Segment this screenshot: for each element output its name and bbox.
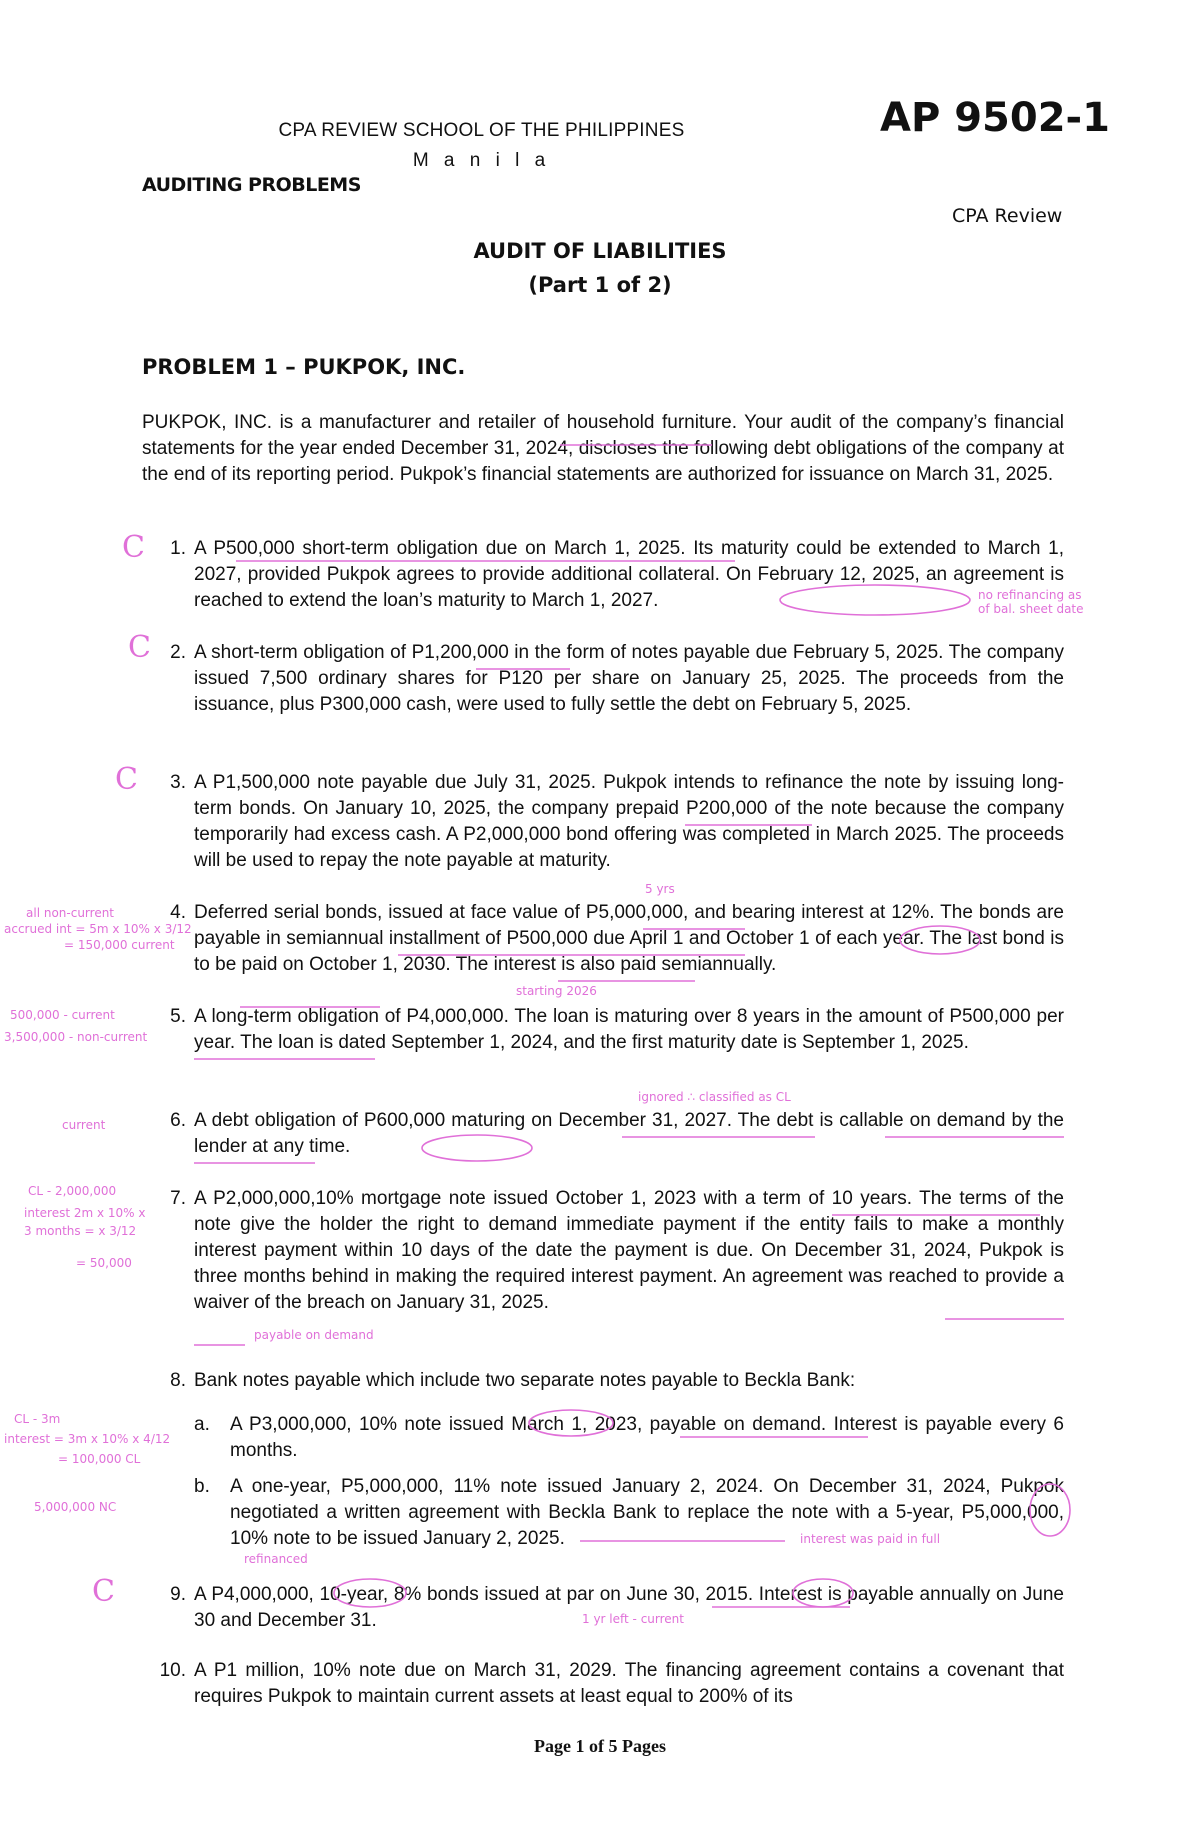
list-item	[142, 1186, 1064, 1316]
c-mark: C	[128, 630, 151, 665]
list-item	[142, 536, 1064, 614]
note-refinanced: refinanced	[244, 1552, 308, 1566]
note-item7-line1: CL - 2,000,000	[28, 1184, 117, 1198]
item-text: A long-term obligation of P4,000,000. The loan is maturing over 8 years in the amount of P500,000 per year. The loan is dated September 1, 2024, and the first maturity date is September 1, 2025.	[194, 1006, 1064, 1053]
item-number: 1.	[170, 538, 186, 559]
problem-intro: PUKPOK, INC. is a manufacturer and retailer of household furniture. Your audit of the company’s financial statements for the year ended December 31, 2024, discloses the following debt obligations of the company at the end of its reporting period. Pukpok’s financial statements are authorized for issuance on March 31, 2025.	[142, 412, 1064, 485]
sub-item-letter: a.	[194, 1414, 210, 1435]
list-item	[142, 900, 1064, 978]
note-starting: starting 2026	[516, 984, 597, 998]
list-item	[142, 640, 1064, 718]
sub-item-text: A one-year, P5,000,000, 11% note issued January 2, 2024. On December 31, 2024, Pukpok negotiated a written agreement with Beckla Bank to replace the note with a 5-year, P5,000,000, 10% note to be issued January 2, 2025.	[230, 1476, 1064, 1549]
sub-item-letter: b.	[194, 1476, 210, 1497]
note-item5-line2: 3,500,000 - non-current	[4, 1030, 148, 1044]
note-payable-on-demand: payable on demand	[254, 1328, 374, 1342]
document-code: AP 9502-1	[880, 95, 1110, 141]
item-number: 7.	[170, 1188, 186, 1209]
list-item	[142, 770, 1064, 874]
list-item	[142, 1582, 1064, 1634]
item-number: 4.	[170, 902, 186, 923]
note-item7-line3: 3 months = x 3/12	[24, 1224, 137, 1238]
sub-item-text: A P3,000,000, 10% note issued March 1, 2023, payable on demand. Interest is payable every 6 months.	[230, 1414, 1064, 1461]
note-item9: 1 yr left - current	[582, 1612, 684, 1626]
c-mark: C	[92, 1574, 115, 1609]
city: M a n i l a	[412, 150, 551, 171]
note-item7-line4: = 50,000	[76, 1256, 132, 1270]
item-number: 6.	[170, 1110, 186, 1131]
note-item7-line2: interest 2m x 10% x	[24, 1206, 146, 1220]
note-interest-paid: interest was paid in full	[800, 1532, 941, 1546]
note-item4-line1: all non-current	[26, 906, 115, 920]
item-text: A P2,000,000,10% mortgage note issued October 1, 2023 with a term of 10 years. The terms of the note give the holder the right to demand immediate payment if the entity fails to make a monthly interest payment within 10 days of the date the payment is due. On December 31, 2024, Pukpok is three months behind in making the required interest payment. An agreement was reached to provide a waiver of the breach on January 31, 2025.	[194, 1188, 1064, 1313]
item-number: 3.	[170, 772, 186, 793]
page-title	[0, 234, 1200, 302]
list-item	[142, 1108, 1064, 1160]
title-line-1: AUDIT OF LIABILITIES	[473, 239, 727, 263]
list-item	[142, 1658, 1064, 1710]
note-item8-line4: 5,000,000 NC	[34, 1500, 117, 1514]
item-number: 2.	[170, 642, 186, 663]
title-line-2: (Part 1 of 2)	[528, 273, 672, 297]
page-footer: Page 1 of 5 Pages	[534, 1736, 666, 1756]
note-item5-line1: 500,000 - current	[10, 1008, 115, 1022]
list-item	[142, 1004, 1064, 1056]
note-item6-current: current	[62, 1118, 106, 1132]
subject-title: AUDITING PROBLEMS	[142, 174, 361, 196]
c-mark: C	[115, 762, 138, 797]
list-item	[142, 1368, 1064, 1394]
item-text: A P500,000 short-term obligation due on March 1, 2025. Its maturity could be extended to March 1, 2027, provided Pukpok agrees to provide additional collateral. On February 12, 2025, an agreement is reached to extend the loan’s maturity to March 1, 2027.	[194, 538, 1064, 611]
c-mark: C	[122, 530, 145, 565]
note-item6-ignored: ignored ∴ classified as CL	[638, 1090, 791, 1104]
note-five-yrs: 5 yrs	[645, 882, 675, 896]
item-number: 10.	[159, 1660, 186, 1681]
note-item8-line2: interest = 3m x 10% x 4/12	[4, 1432, 171, 1446]
note-item8-line3: = 100,000 CL	[58, 1452, 141, 1466]
item-text: A P1 million, 10% note due on March 31, 2029. The financing agreement contains a covenant that requires Pukpok to maintain current assets at least equal to 200% of its	[194, 1660, 1064, 1707]
item-number: 5.	[170, 1006, 186, 1027]
sub-item	[194, 1412, 1064, 1464]
item-text: Bank notes payable which include two separate notes payable to Beckla Bank:	[194, 1370, 856, 1391]
item-text: A debt obligation of P600,000 maturing on December 31, 2027. The debt is callable on demand by the lender at any time.	[194, 1110, 1064, 1157]
item-text: A P4,000,000, 10-year, 8% bonds issued at par on June 30, 2015. Interest is payable annually on June 30 and December 31.	[194, 1584, 1064, 1631]
item-number: 8.	[170, 1370, 186, 1391]
item-text: A P1,500,000 note payable due July 31, 2025. Pukpok intends to refinance the note by issuing long-term bonds. On January 10, 2025, the company prepaid P200,000 of the note because the company temporarily had excess cash. A P2,000,000 bond offering was completed in March 2025. The proceeds will be used to repay the note payable at maturity.	[194, 772, 1064, 871]
item-text: A short-term obligation of P1,200,000 in the form of notes payable due February 5, 2025. The company issued 7,500 ordinary shares for P120 per share on January 25, 2025. The proceeds from the issuance, plus P300,000 cash, were used to fully settle the debt on February 5, 2025.	[194, 642, 1064, 715]
item-number: 9.	[170, 1584, 186, 1605]
item-text: Deferred serial bonds, issued at face value of P5,000,000, and bearing interest at 12%. The bonds are payable in semiannual installment of P500,000 due April 1 and October 1 of each year. The last bond is to be paid on October 1, 2030. The interest is also paid semiannually.	[194, 902, 1064, 975]
note-no-refinancing: no refinancing as of bal. sheet date	[978, 588, 1084, 616]
review-label: CPA Review	[952, 205, 1063, 227]
problem-title: PROBLEM 1 – PUKPOK, INC.	[142, 355, 466, 379]
note-item4-line3: = 150,000 current	[64, 938, 175, 952]
note-item8-line1: CL - 3m	[14, 1412, 61, 1426]
school-name: CPA REVIEW SCHOOL OF THE PHILIPPINES	[278, 120, 685, 141]
note-item4-line2: accrued int = 5m x 10% x 3/12	[4, 922, 192, 936]
